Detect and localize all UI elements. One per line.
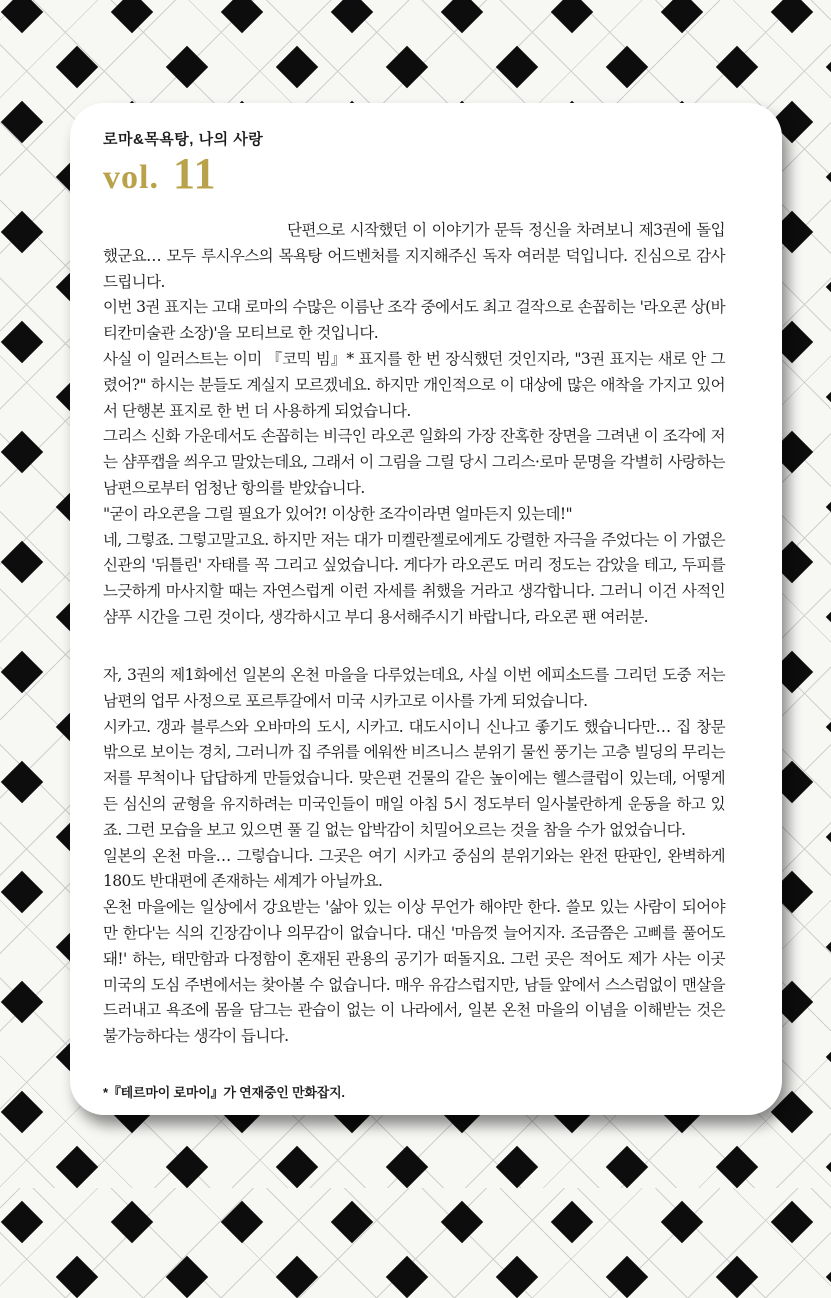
paragraph: 일본의 온천 마을… 그렇습니다. 그곳은 여기 시카고 중심의 분위기와는 완전 딴판인, 완벽하게 180도 반대편에 존재하는 세계가 아닐까요.: [103, 846, 725, 891]
paragraph: 사실 이 일러스트는 이미 『코믹 빔』* 표지를 한 번 장식했던 것인지라, "3권 표지는 새로 안 그렸어?" 하시는 분들도 계실지 모르겠네요. 하지만 개인적으로 이 대상에 많은 애착을 가지고 있어서 단행본 표지로 한 번 더 사용하게 되었습니다.: [103, 349, 725, 420]
series-title: 로마&목욕탕, 나의 사랑: [103, 131, 264, 148]
tile-diamond: [606, 46, 648, 88]
tile-diamond: [826, 376, 831, 418]
paragraph: 이번 3권 표지는 고대 로마의 수많은 이름난 조각 중에서도 최고 걸작으로 손꼽히는 '라오콘 상(바티칸미술관 소장)'을 모티브로 한 것입니다.: [103, 298, 725, 343]
tile-diamond: [166, 1146, 208, 1188]
tile-diamond: [826, 156, 831, 198]
tile-diamond: [826, 1036, 831, 1078]
tile-diamond: [386, 1146, 428, 1188]
tile-diamond: [1, 1201, 43, 1243]
tile-diamond: [826, 46, 831, 88]
paragraph: 네, 그렇죠. 그렇고말고요. 하지만 저는 대가 미켈란젤로에게도 강렬한 자극을 주었다는 이 가엾은 신관의 '뒤틀린' 자태를 꼭 그리고 싶었습니다. 게다가 라오콘도 머리 정도는 감았을 테고, 두피를 느긋하게 마사지할 때는 자연스럽게 이런 자세를 취했을 거라고 생각합니다. 그러니 이건 사적인 샴푸 시간을 그린 것이다, 생각하시고 부디 용서해주시기 바랍니다, 라오콘 팬 여러분.: [103, 530, 725, 626]
tile-diamond: [826, 1256, 831, 1298]
tile-diamond: [1, 871, 43, 913]
tile-diamond: [1, 1091, 43, 1133]
tile-diamond: [826, 266, 831, 308]
tile-diamond: [826, 486, 831, 528]
tile-diamond: [606, 1146, 648, 1188]
volume-label: vol.: [103, 159, 159, 196]
tile-diamond: [1, 211, 43, 253]
paragraph: 온천 마을에는 일상에서 강요받는 '삶아 있는 이상 무언가 해야만 한다. 쓸모 있는 사람이 되어야만 한다'는 식의 긴장감이나 의무감이 없습니다. 대신 '마음껏 늘어지자. 조금쯤은 고삐를 풀어도 돼!' 하는, 태만함과 다정함이 혼재된 관용의 공기가 떠돌지요. 그런 곳은 적어도 제가 사는 이곳 미국의 도심 주변에서는 찾아볼 수 없습니다. 매우 유감스럽지만, 남들 앞에서 스스럼없이 맨살을 드러내고 욕조에 몸을 담그는 관습이 없는 이 나라에서, 일본 온천 마을의 이념을 이해받는 것은 불가능하다는 생각이 듭니다.: [103, 898, 725, 1046]
tile-diamond: [716, 1256, 758, 1298]
tile-diamond: [111, 1201, 153, 1243]
tile-diamond: [716, 1146, 758, 1188]
tile-diamond: [826, 706, 831, 748]
tile-diamond: [56, 1146, 98, 1188]
volume-number: 11: [172, 149, 217, 198]
tile-diamond: [276, 1146, 318, 1188]
tile-diamond: [826, 926, 831, 968]
tile-diamond: [496, 46, 538, 88]
paragraph: 그리스 신화 가운데서도 손꼽히는 비극인 라오콘 일화의 가장 잔혹한 장면을 그려낸 이 조각에 저는 샴푸캡을 씌우고 말았는데요, 그래서 이 그림을 그릴 당시 그리스·로마 문명을 각별히 사랑하는 남편으로부터 엄청난 항의를 받았습니다.: [103, 427, 725, 497]
tile-diamond: [386, 46, 428, 88]
tile-diamond: [496, 1146, 538, 1188]
tile-diamond: [551, 1201, 593, 1243]
article-section-2: [103, 663, 725, 1050]
tile-diamond: [441, 0, 483, 33]
tile-diamond: [331, 1201, 373, 1243]
paragraph: 시카고. 갱과 블루스와 오바마의 도시, 시카고. 대도시이니 신나고 좋기도 했습니다만… 집 창문 밖으로 보이는 경치, 그러니까 집 주위를 에워싼 비즈니스 분위기 물씬 풍기는 고층 빌딩의 무리는 저를 무척이나 답답하게 만들었습니다. 맞은편 건물의 같은 높이에는 헬스클럽이 있는데, 어떻게든 심신의 균형을 유지하려는 미국인들이 매일 아침 5시 정도부터 일사불란하게 운동을 하고 있죠. 그런 모습을 보고 있으면 풀 길 없는 압박감이 치밀어오르는 것을 참을 수가 없었습니다.: [103, 717, 725, 839]
footnote: *『테르마이 로마이』가 연재중인 만화잡지.: [103, 1085, 345, 1100]
tile-diamond: [661, 0, 703, 33]
tile-diamond: [1, 981, 43, 1023]
article-section-1: [103, 218, 725, 631]
tile-diamond: [606, 1256, 648, 1298]
tile-diamond: [56, 1256, 98, 1298]
tile-diamond: [166, 46, 208, 88]
tile-diamond: [1, 0, 43, 33]
tile-diamond: [771, 0, 813, 33]
paragraph: 단편으로 시작했던 이 이야기가 문득 정신을 차려보니 제3권에 돌입했군요… 모두 루시우스의 목욕탕 어드벤처를 지지해주신 독자 여러분 덕입니다. 진심으로 감사드립니다.: [103, 221, 725, 291]
tile-diamond: [331, 0, 373, 33]
tile-diamond: [1, 541, 43, 583]
tile-diamond: [551, 0, 593, 33]
paragraph: "굳이 라오콘을 그릴 필요가 있어?! 이상한 조각이라면 얼마든지 있는데!": [103, 504, 573, 523]
tile-diamond: [716, 46, 758, 88]
paragraph: 자, 3권의 제1화에선 일본의 온천 마을을 다루었는데요, 사실 이번 에피소드를 그리던 도중 저는 남편의 업무 사정으로 포르투갈에서 미국 시카고로 이사를 가게 되었습니다.: [103, 666, 725, 710]
tile-diamond: [276, 46, 318, 88]
tile-diamond: [1, 761, 43, 803]
tile-diamond: [1, 431, 43, 473]
tile-diamond: [441, 1201, 483, 1243]
tile-diamond: [221, 1201, 263, 1243]
tile-diamond: [386, 1256, 428, 1298]
tile-diamond: [276, 1256, 318, 1298]
tile-diamond: [221, 0, 263, 33]
tile-diamond: [1, 651, 43, 693]
tile-diamond: [496, 1256, 538, 1298]
tile-diamond: [826, 1146, 831, 1188]
tile-diamond: [771, 1201, 813, 1243]
tile-diamond: [1, 321, 43, 363]
tile-diamond: [166, 1256, 208, 1298]
tile-diamond: [56, 46, 98, 88]
tile-diamond: [111, 0, 153, 33]
tile-diamond: [826, 596, 831, 638]
tile-diamond: [1, 101, 43, 143]
tile-diamond: [826, 816, 831, 858]
volume-heading: [103, 148, 217, 198]
tile-diamond: [661, 1201, 703, 1243]
